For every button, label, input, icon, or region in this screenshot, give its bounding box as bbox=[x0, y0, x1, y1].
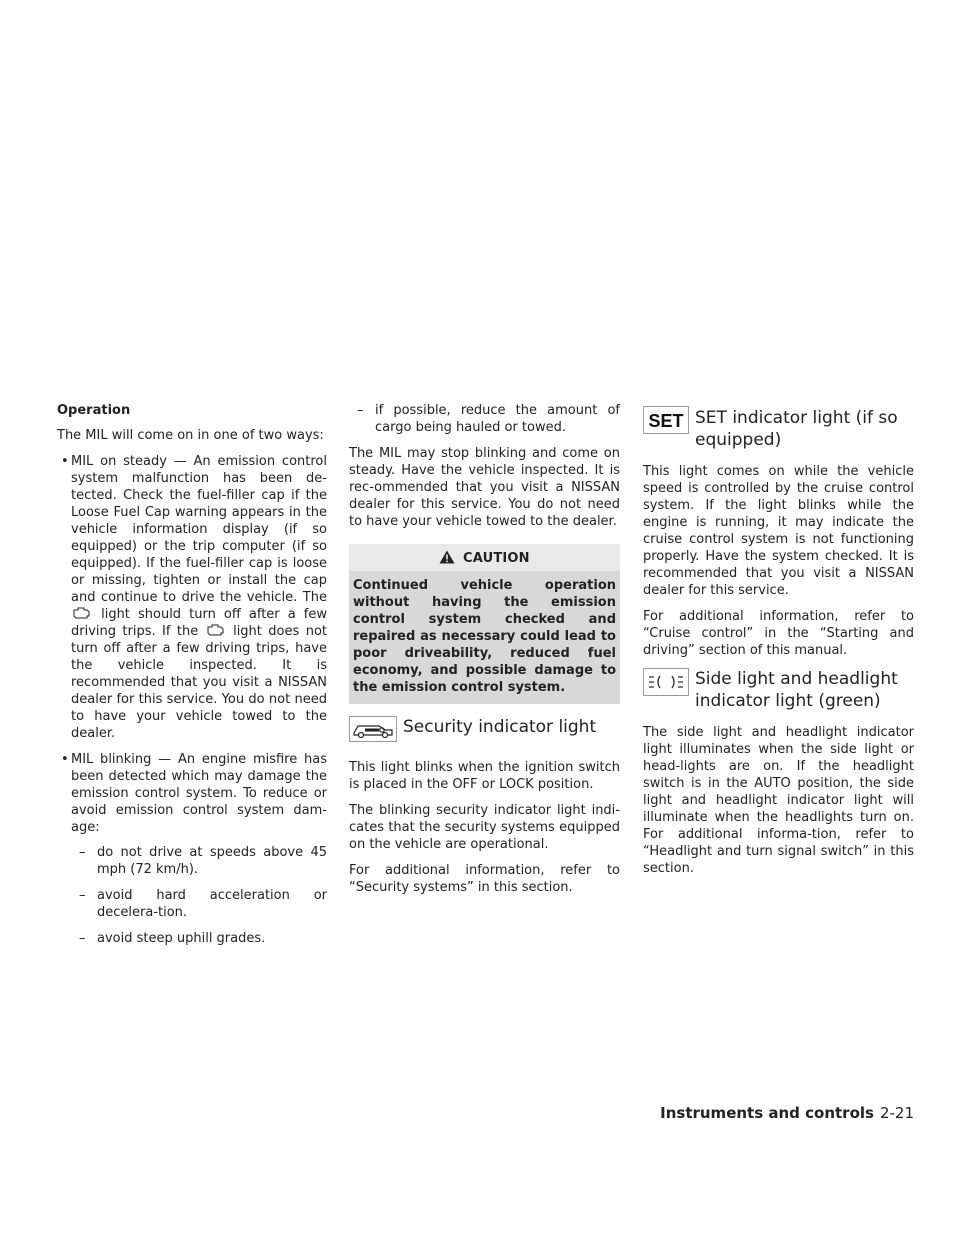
list-item bbox=[71, 844, 327, 878]
security-para-2: The blinking security indicator light indi-cates that the security systems equipped on the vehicle are operational. bbox=[349, 803, 620, 852]
list-item bbox=[349, 402, 620, 436]
mil-steady-text-b: light should turn off after a few driving trips. If the bbox=[71, 607, 327, 639]
caution-text: Continued vehicle operation without having the emission control system checked and repaired as necessary could lead to poor driveability, reduced fuel economy, and possible damage to the emission control system. bbox=[353, 578, 616, 695]
advice-speed: do not drive at speeds above 45 mph (72 km/h). bbox=[97, 845, 327, 877]
side-light-title: Side light and headlight indicator light (green) bbox=[695, 669, 898, 711]
icon-frame bbox=[643, 406, 689, 439]
set-para-2: For additional information, refer to “Cruise control” in the “Starting and driving” section of this manual. bbox=[643, 609, 914, 658]
caution-box bbox=[349, 544, 620, 704]
mil-intro: The MIL will come on in one of two ways: bbox=[57, 428, 324, 443]
mil-steady-text-c: light does not turn off after a few driving trips, have the vehicle inspected. It is recommended that you visit a NISSAN dealer for this service. You do not need to have your vehicle towed to the dealer. bbox=[71, 624, 327, 741]
page-number: 2-21 bbox=[879, 1104, 914, 1122]
set-title: SET indicator light (if so equipped) bbox=[695, 408, 898, 450]
caution-label: CAUTION bbox=[462, 551, 530, 566]
security-para-1: This light blinks when the ignition switch is placed in the OFF or LOCK position. bbox=[349, 760, 620, 792]
security-title: Security indicator light bbox=[403, 717, 597, 737]
warning-triangle-icon bbox=[439, 550, 455, 564]
list-item bbox=[57, 453, 327, 742]
column-3 bbox=[643, 402, 914, 886]
set-icon-label: SET bbox=[648, 411, 684, 431]
security-heading bbox=[349, 716, 620, 747]
check-engine-icon bbox=[71, 607, 93, 619]
set-indicator-icon bbox=[643, 406, 689, 434]
footer-section-name: Instruments and controls bbox=[660, 1104, 874, 1122]
set-para-1: This light comes on while the vehicle speed is controlled by the cruise control system. If the light blinks while the engine is running, it may indicate the cruise control system is not functioning properly. Have the system checked. It is recommended that you visit a NISSAN dealer for this service. bbox=[643, 464, 914, 598]
advice-grades: avoid steep uphill grades. bbox=[97, 931, 266, 946]
dash-glyph: – bbox=[357, 403, 364, 418]
mil-steady-text-a: MIL on steady — An emission control system malfunction has been de-tected. Check the fuel-filler cap if the Loose Fuel Cap warning appears in the vehicle information display (if so equipped) or the trip computer (if so equipped). If the fuel-filler cap is loose or missing, tighten or install the cap and continue to drive the vehicle. The bbox=[71, 454, 327, 605]
dash-glyph: – bbox=[79, 931, 86, 946]
dash-glyph: – bbox=[79, 888, 86, 903]
mil-modes-list bbox=[57, 453, 327, 947]
operation-heading: Operation bbox=[57, 403, 131, 418]
side-light-heading bbox=[643, 668, 914, 712]
set-heading bbox=[643, 406, 914, 451]
security-car-key-icon bbox=[349, 716, 397, 742]
misfire-advice-list bbox=[71, 844, 327, 947]
icon-frame bbox=[643, 668, 689, 701]
list-item bbox=[57, 751, 327, 947]
bullet-glyph: • bbox=[61, 454, 69, 469]
side-light-icon bbox=[643, 668, 689, 696]
column-1 bbox=[57, 402, 327, 956]
caution-header bbox=[349, 544, 620, 571]
advice-acceleration: avoid hard acceleration or decelera-tion. bbox=[97, 888, 327, 920]
advice-cargo: if possible, reduce the amount of cargo being hauled or towed. bbox=[375, 403, 620, 435]
page-footer bbox=[660, 1105, 914, 1122]
bullet-glyph: • bbox=[61, 752, 69, 767]
mil-blinking-text: MIL blinking — An engine misfire has been detected which may damage the emission control system. To reduce or avoid emission control system dam-age: bbox=[71, 752, 327, 835]
column-2 bbox=[349, 402, 620, 905]
dash-glyph: – bbox=[79, 845, 86, 860]
check-engine-icon bbox=[205, 624, 227, 636]
list-item bbox=[71, 887, 327, 921]
security-para-3: For additional information, refer to “Security systems” in this section. bbox=[349, 863, 620, 895]
icon-frame bbox=[349, 716, 397, 747]
list-item bbox=[71, 930, 327, 947]
side-light-para: The side light and headlight indicator light illuminates when the side light or head-lights are on. If the headlight switch is in the AUTO position, the side light and headlight indicator light will illuminate when the headlights turn on. For additional informa-tion, refer to “Headlight and turn signal switch” in this section. bbox=[643, 725, 914, 876]
mil-stop-blinking-para: The MIL may stop blinking and come on steady. Have the vehicle inspected. It is rec-ommended that you visit a NISSAN dealer for this service. You do not need to have your vehicle towed to the dealer. bbox=[349, 446, 620, 529]
